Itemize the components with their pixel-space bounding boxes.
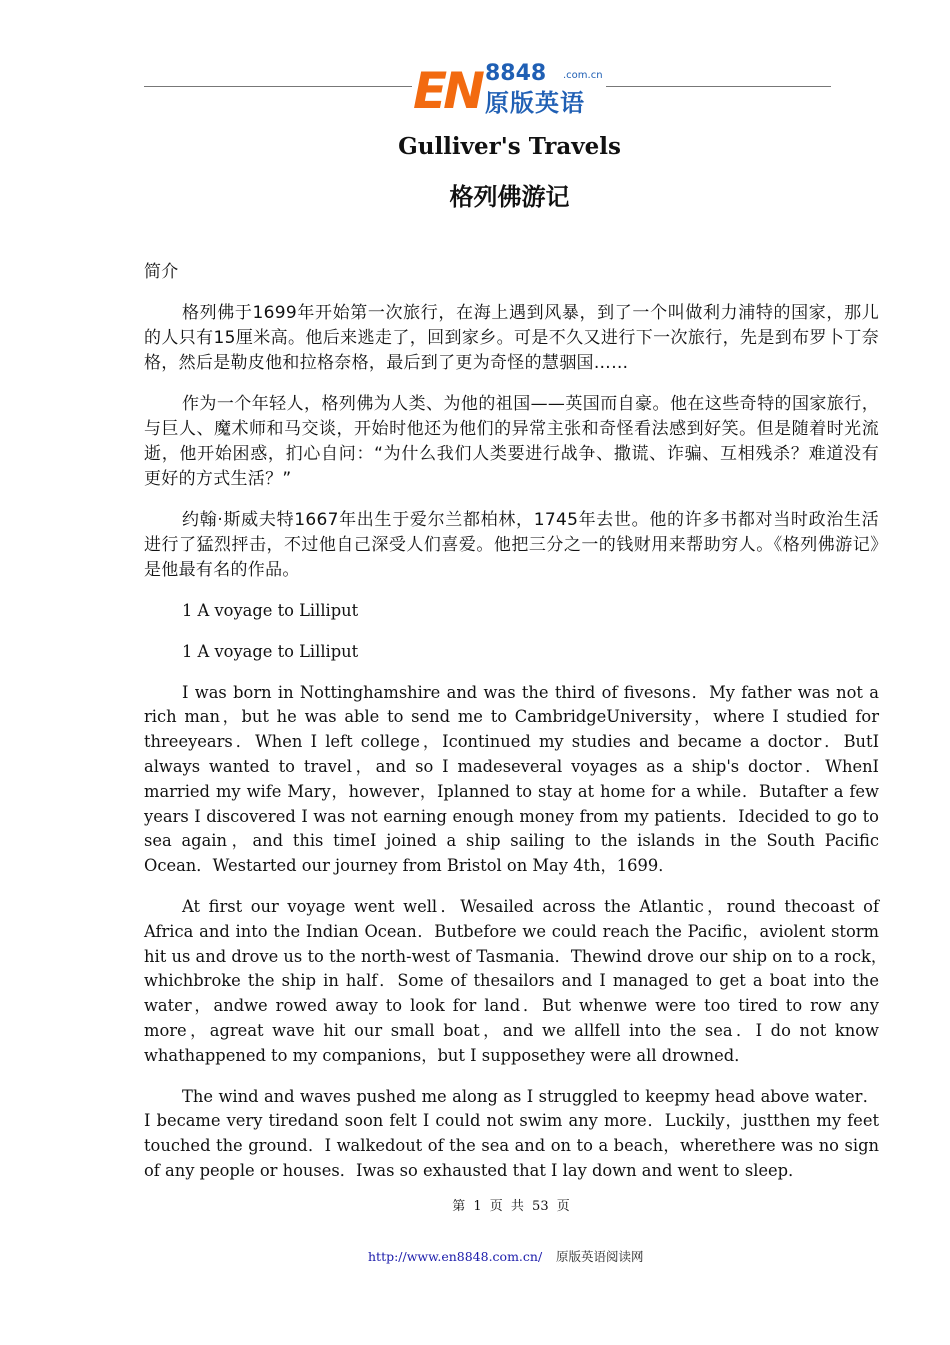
en-paragraph-2: At first our voyage went well．Wesailed across the Atlantic，round thecoast of Africa and into the Indian Ocean．Butbefore we could reach the Pacific，aviolent storm hit us and drove us to the north-west of Tasmania．Thewind drove our ship on to a rock， whichbroke the ship in half．Some of thesailors and I managed to get a boat into the water，andwe rowed away to look for land．But whenwe were too tired to row any more，agreat wave hit our small boat，and we allfell into the sea．I do not know whathappened to my companions，but I supposethey were all drowned． [144,896,896,1065]
site-logo[interactable] [413,61,606,120]
header-rule-right [606,86,831,87]
chapter-heading-2: 1 A voyage to Lilliput [182,641,359,661]
cn-paragraph-2: 作为一个年轻人，格列佛为人类、为他的祖国——英国而自豪。他在这些奇特的国家旅行，与巨人、魔术师和马交谈，开始时他还为他们的异常主张和奇怪看法感到好笑。但是随着时光流逝，他开始困惑，扪心自问：“为什么我们人类要进行战争、撒谎、诈骗、互相残杀？难道没有更好的方式生活？” [144,394,879,489]
title-english: Gulliver's Travels [398,133,621,160]
logo-domain: .com.cn [563,70,603,81]
cn-paragraph-1: 格列佛于1699年开始第一次旅行，在海上遇到风暴，到了一个叫做利力浦特的国家，那儿的人只有15厘米高。他后来逃走了，回到家乡。可是不久又进行下一次旅行，先是到布罗卜丁奈格，然后是勒皮他和拉格奈格，最后到了更为奇怪的慧骃国…… [144,303,879,373]
header-rule-left [144,86,412,87]
intro-heading: 简介 [144,262,179,282]
cn-paragraph-3: 约翰·斯威夫特1667年出生于爱尔兰都柏林，1745年去世。他的许多书都对当时政治生活进行了猛烈抨击，不过他自己深受人们喜爱。他把三分之一的钱财用来帮助穷人。《格列佛游记》是他最有名的作品。 [144,510,879,580]
en-paragraph-3: The wind and waves pushed me along as I struggled to keepmy head above water．I became very tiredand soon felt I could not swim any more．Luckily，justthen my feet touched the ground．I walkedout of the sea and on to a beach，wherethere was no sign of any people or houses．Iwas so exhausted that I lay down and went to sleep． [144,1086,879,1180]
logo-number: 8848 [485,61,547,86]
document-body [144,260,896,1184]
chapter-heading-1: 1 A voyage to Lilliput [182,601,359,620]
logo-en-mark: EN [413,62,482,120]
footer-url-link[interactable]: http://www.en8848.com.cn/ [368,1249,543,1264]
title-chinese: 格列佛游记 [449,183,570,211]
page-indicator: 第 1 页 共 53 页 [452,1199,570,1214]
en-paragraph-1: I was born in Nottinghamshire and was the third of fivesons．My father was not a rich man，but he was able to send me to CambridgeUniversity，where I studied for threeyears．When I left college，Icontinued my studies and became a doctor．ButI always wanted to travel，and so I madeseveral voyages as a ship's doctor．WhenI married my wife Mary，however，Iplanned to stay at home for a while．Butafter a few years I discovered I was not earning enough money from my patients．Idecided to go to sea again，and this timeI joined a ship sailing to the islands in the South Pacific Ocean．Westarted our journey from Bristol on May 4th，1699． [144,682,879,876]
footer-site-name: 原版英语阅读网 [556,1249,644,1264]
logo-chinese-name: 原版英语 [485,89,585,117]
